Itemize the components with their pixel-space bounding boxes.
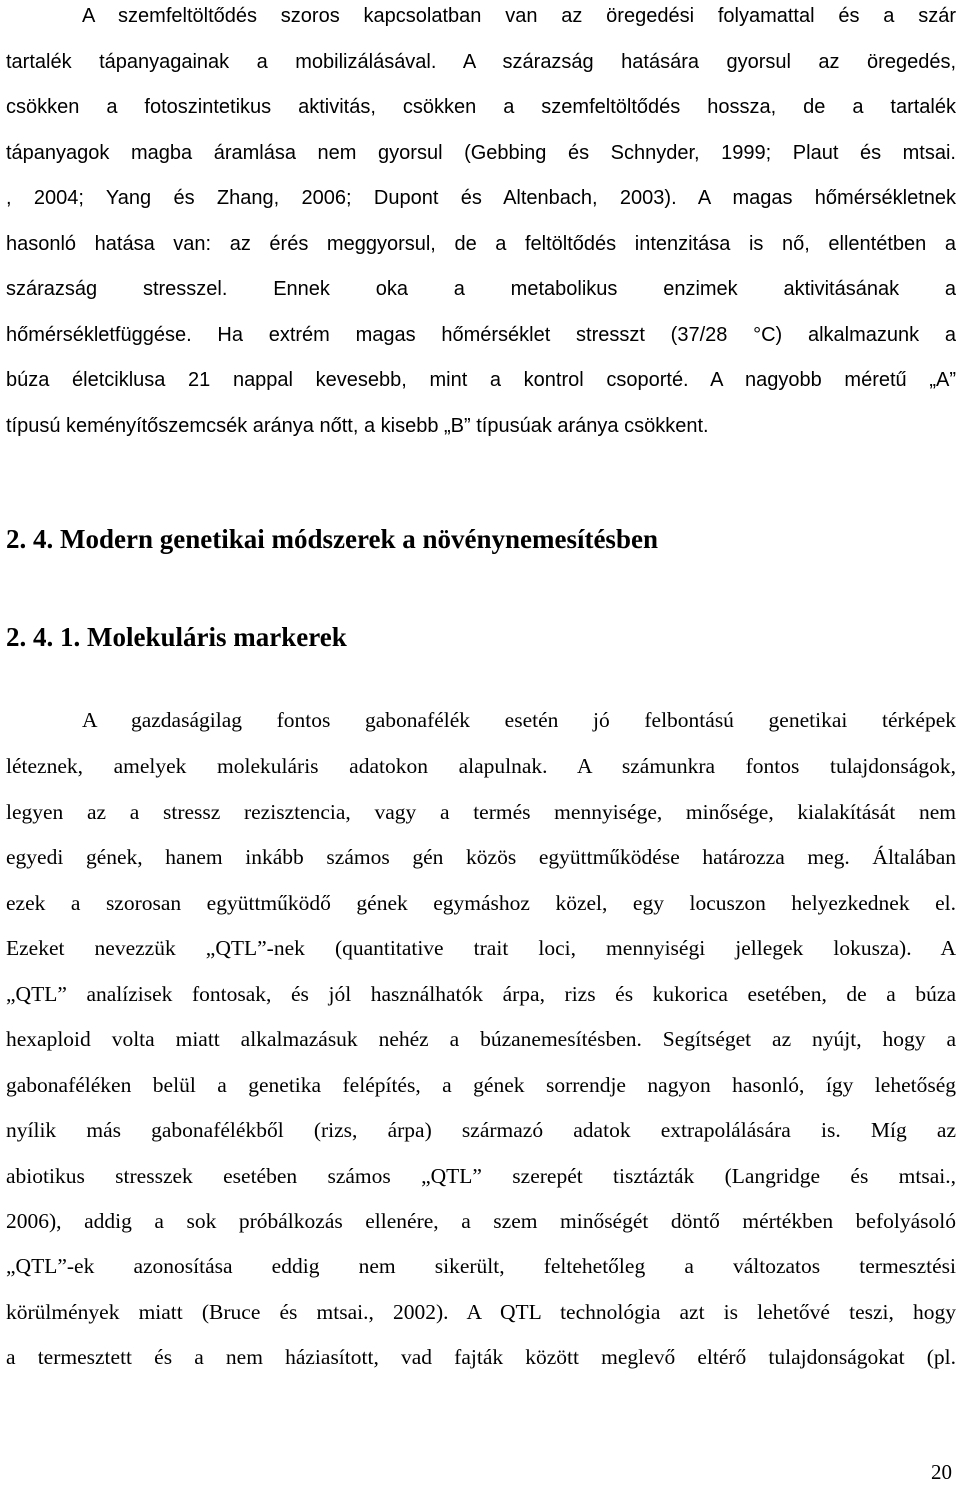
paragraph-1-line-10: típusú keményítőszemcsék aránya nőtt, a kisebb „B” típusúak aránya csökkent. [6,415,709,437]
page-number: 20 [931,1460,952,1484]
paragraph-1-line-1: A szemfeltöltődés szoros kapcsolatban van az öregedési folyamattal és a szár [82,5,956,27]
section-heading: 2. 4. Modern genetikai módszerek a növénynemesítésben [6,524,658,554]
paragraph-2-line-6: Ezeket nevezzük „QTL”-nek (quantitative trait loci, mennyiségi jellegek lokusza). A [6,936,956,960]
paragraph-1-line-3: csökken a fotoszintetikus aktivitás, csökken a szemfeltöltődés hossza, de a tartalék [6,96,956,118]
paragraph-2-line-5: ezek a szorosan együttműködő gének egymáshoz közel, egy locuszon helyezkednek el. [6,891,956,915]
paragraph-2-line-3: legyen az a stressz rezisztencia, vagy a termés mennyisége, minősége, kialakítását nem [6,800,956,824]
paragraph-1-line-4: tápanyagok magba áramlása nem gyorsul (Gebbing és Schnyder, 1999; Plaut és mtsai. [6,142,956,164]
paragraph-2-line-12: 2006), addig a sok próbálkozás ellenére, a szem minőségét döntő mértékben befolyásoló [6,1209,956,1233]
paragraph-1-line-6: hasonló hatása van: az érés meggyorsul, de a feltöltődés intenzitása is nő, ellentétben a [6,233,956,255]
paragraph-2-line-7: „QTL” analízisek fontosak, és jól használhatók árpa, rizs és kukorica esetében, de a búza [6,982,956,1006]
paragraph-2-line-9: gabonaféléken belül a genetika felépítés, a gének sorrendje nagyon hasonló, így lehetőség [6,1073,956,1097]
paragraph-1-line-8: hőmérsékletfüggése. Ha extrém magas hőmérséklet stresszt (37/28 °C) alkalmazunk a [6,324,956,346]
paragraph-1-line-9: búza életciklusa 21 nappal kevesebb, mint a kontrol csoporté. A nagyobb méretű „A” [6,369,956,391]
paragraph-2-line-11: abiotikus stresszek esetében számos „QTL” szerepét tisztázták (Langridge és mtsai., [6,1164,956,1188]
paragraph-2-line-1: A gazdaságilag fontos gabonafélék esetén jó felbontású genetikai térképek [82,708,956,732]
paragraph-1-line-2: tartalék tápanyagainak a mobilizálásával. A szárazság hatására gyorsul az öregedés, [6,51,956,73]
paragraph-2-line-10: nyílik más gabonafélékből (rizs, árpa) származó adatok extrapolálására is. Míg az [6,1118,956,1142]
paragraph-2-line-14: körülmények miatt (Bruce és mtsai., 2002). A QTL technológia azt is lehetővé teszi, hogy [6,1300,956,1324]
subsection-heading: 2. 4. 1. Molekuláris markerek [6,622,347,652]
paragraph-1-line-7: szárazság stresszel. Ennek oka a metabolikus enzimek aktivitásának a [6,278,956,300]
paragraph-2-line-4: egyedi gének, hanem inkább számos gén közös együttműködése határozza meg. Általában [6,845,956,869]
paragraph-1-line-5: , 2004; Yang és Zhang, 2006; Dupont és Altenbach, 2003). A magas hőmérsékletnek [6,187,956,209]
paragraph-2-line-8: hexaploid volta miatt alkalmazásuk nehéz a búzanemesítésben. Segítséget az nyújt, hogy a [6,1027,956,1051]
paragraph-2-line-15: a termesztett és a nem háziasított, vad fajták között meglevő eltérő tulajdonságokat (pl. [6,1345,956,1369]
paragraph-2-line-13: „QTL”-ek azonosítása eddig nem sikerült, feltehetőleg a változatos termesztési [6,1254,956,1278]
paragraph-2-line-2: léteznek, amelyek molekuláris adatokon alapulnak. A számunkra fontos tulajdonságok, [6,754,956,778]
